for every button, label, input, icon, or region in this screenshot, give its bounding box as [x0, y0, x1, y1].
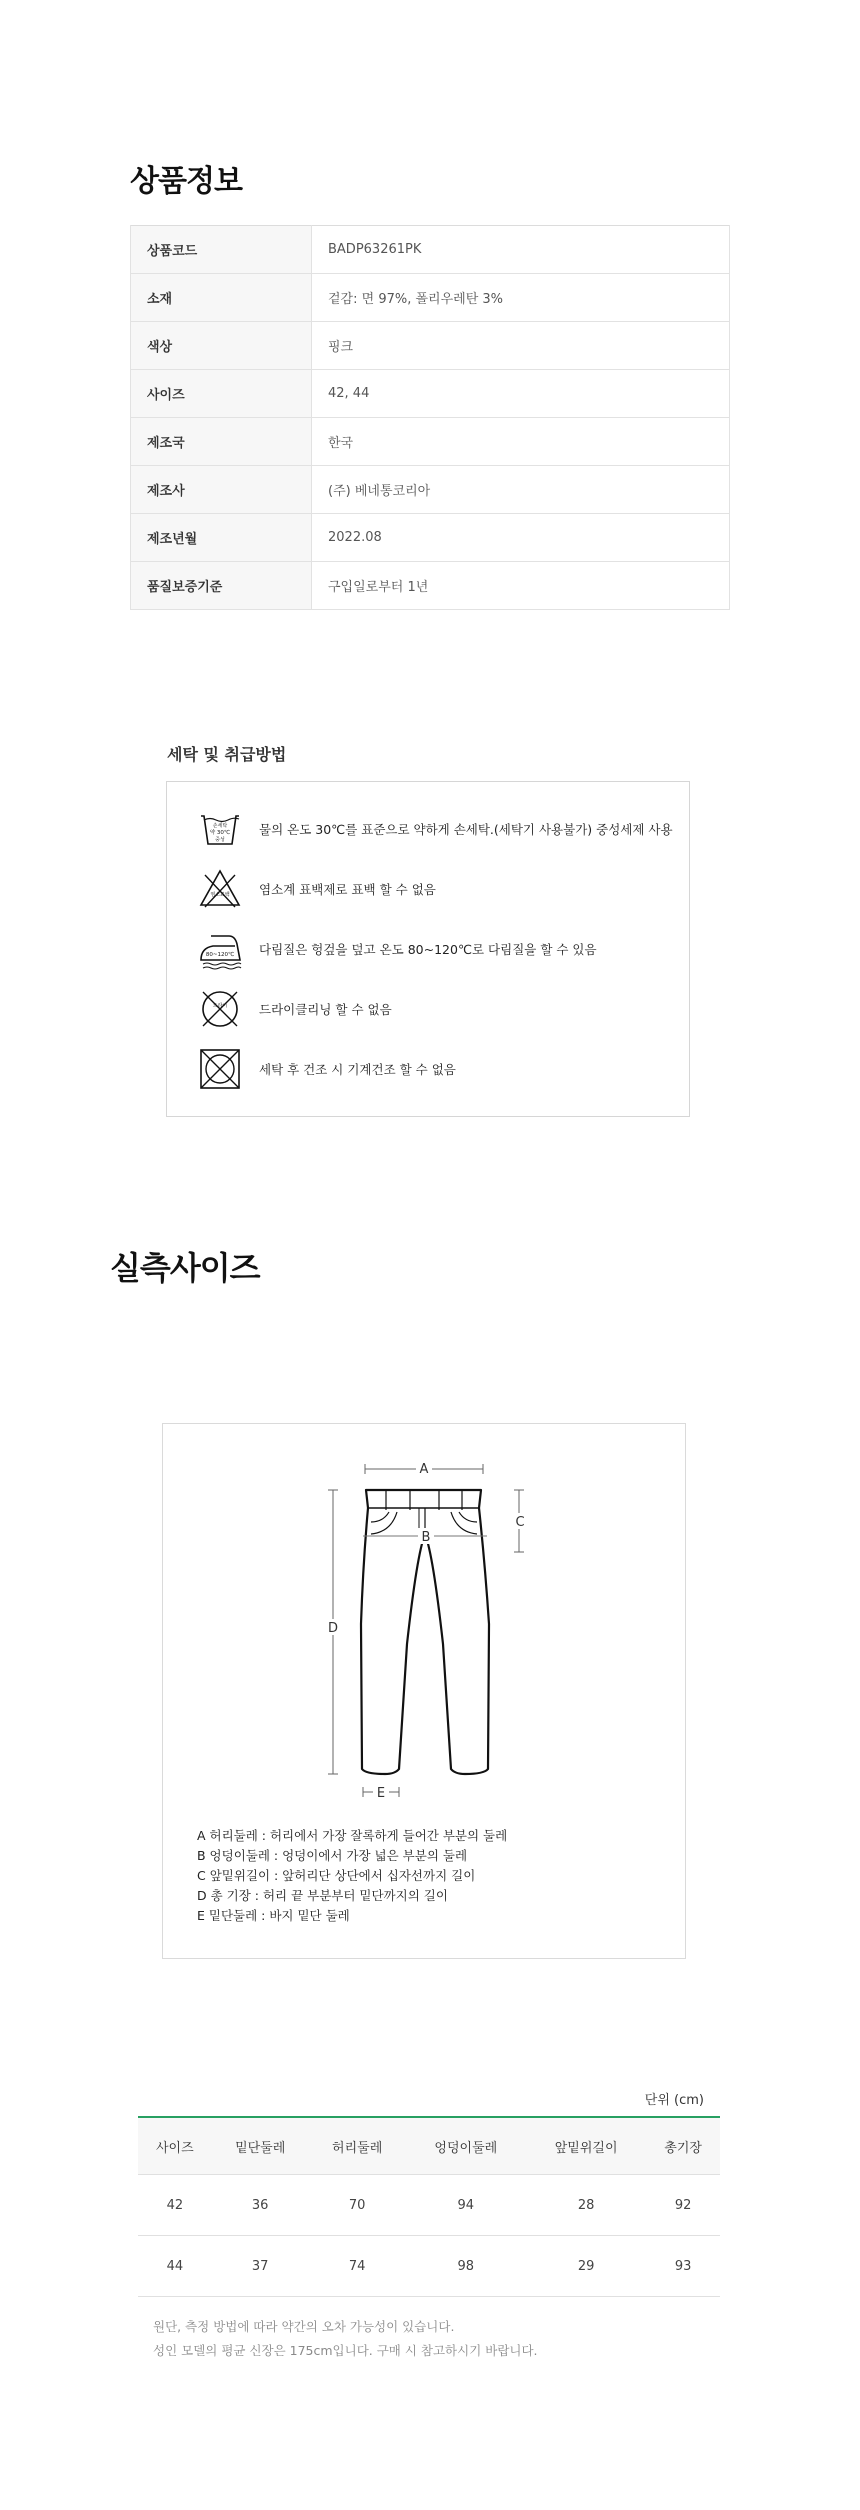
table-cell: 37 — [212, 2236, 309, 2297]
info-row — [131, 274, 730, 322]
diagram-label-d: D — [327, 1621, 339, 1636]
measure-legend — [197, 1826, 507, 1926]
info-value: 한국 — [312, 418, 730, 466]
info-value: 42, 44 — [312, 370, 730, 418]
info-key: 상품코드 — [131, 226, 312, 274]
hand-wash-icon-detergent: 중성 — [215, 837, 225, 843]
table-cell: 98 — [406, 2236, 526, 2297]
size-table-header: 사이즈 — [138, 2117, 212, 2175]
legend-item: D 총 기장 : 허리 끝 부분부터 밑단까지의 길이 — [197, 1888, 448, 1903]
no-tumble-dry-icon — [197, 1046, 243, 1092]
care-item-iron — [197, 926, 597, 972]
size-table-header: 허리둘레 — [309, 2117, 406, 2175]
info-key: 품질보증기준 — [131, 562, 312, 610]
size-table-header: 밑단둘레 — [212, 2117, 309, 2175]
care-item-no-tumble-dry — [197, 1046, 456, 1092]
info-key: 제조년월 — [131, 514, 312, 562]
care-item-text: 드라이클리닝 할 수 없음 — [259, 1002, 392, 1017]
table-row — [138, 2175, 720, 2236]
info-key: 제조사 — [131, 466, 312, 514]
info-value: 2022.08 — [312, 514, 730, 562]
measure-note: 성인 모델의 평균 신장은 175cm입니다. 구매 시 참고하시기 바랍니다. — [153, 2343, 538, 2358]
legend-item: C 앞밑위길이 : 앞허리단 상단에서 십자선까지 길이 — [197, 1868, 476, 1883]
hand-wash-icon-temp: 약 30℃ — [209, 830, 231, 836]
info-row — [131, 466, 730, 514]
table-row — [138, 2236, 720, 2297]
size-table-header: 엉덩이둘레 — [406, 2117, 526, 2175]
info-row — [131, 322, 730, 370]
info-value: 겉감: 면 97%, 폴리우레탄 3% — [312, 274, 730, 322]
care-instructions-box — [166, 781, 690, 1117]
diagram-label-e: E — [376, 1786, 386, 1801]
table-cell: 94 — [406, 2175, 526, 2236]
measure-size-title: 실측사이즈 — [110, 1249, 260, 1287]
info-row — [131, 226, 730, 274]
size-table-header: 총기장 — [646, 2117, 720, 2175]
care-title: 세탁 및 취급방법 — [167, 745, 287, 764]
table-cell: 93 — [646, 2236, 720, 2297]
size-table-header-row — [138, 2117, 720, 2175]
care-item-no-dry-clean — [197, 986, 392, 1032]
care-item-text: 염소계 표백제로 표백 할 수 없음 — [259, 882, 436, 897]
table-cell: 70 — [309, 2175, 406, 2236]
legend-item: E 밑단둘레 : 바지 밑단 둘레 — [197, 1908, 350, 1923]
pants-diagram-icon — [163, 1424, 685, 1824]
table-cell: 36 — [212, 2175, 309, 2236]
care-item-text: 세탁 후 건조 시 기계건조 할 수 없음 — [259, 1062, 456, 1077]
info-row — [131, 418, 730, 466]
info-row — [131, 562, 730, 610]
info-key: 사이즈 — [131, 370, 312, 418]
measure-note: 원단, 측정 방법에 따라 약간의 오차 가능성이 있습니다. — [153, 2319, 455, 2334]
unit-label: 단위 (cm) — [644, 2093, 704, 2108]
diagram-label-c: C — [515, 1515, 525, 1530]
size-table-header: 앞밑위길이 — [526, 2117, 646, 2175]
no-dry-clean-icon — [197, 986, 243, 1032]
info-value: 핑크 — [312, 322, 730, 370]
table-cell: 92 — [646, 2175, 720, 2236]
care-item-text: 물의 온도 30℃를 표준으로 약하게 손세탁.(세탁기 사용불가) 중성세제 사용 — [259, 822, 673, 837]
table-cell: 74 — [309, 2236, 406, 2297]
product-info-table — [130, 225, 730, 610]
info-key: 소재 — [131, 274, 312, 322]
table-cell: 42 — [138, 2175, 212, 2236]
info-row — [131, 514, 730, 562]
product-info-title: 상품정보 — [130, 164, 242, 199]
size-table — [138, 2116, 720, 2297]
iron-icon-label: 80~120℃ — [205, 952, 235, 958]
hand-wash-icon-label: 손세탁 — [212, 823, 228, 829]
info-value: (주) 베네통코리아 — [312, 466, 730, 514]
info-value: 구입일로부터 1년 — [312, 562, 730, 610]
hand-wash-30-icon — [197, 806, 243, 852]
care-item-no-bleach — [197, 866, 436, 912]
no-bleach-icon-label: 염소표백 — [210, 892, 230, 898]
table-cell: 29 — [526, 2236, 646, 2297]
care-item-hand-wash — [197, 806, 673, 852]
legend-item: A 허리둘레 : 허리에서 가장 잘록하게 들어간 부분의 둘레 — [197, 1828, 508, 1843]
info-key: 색상 — [131, 322, 312, 370]
info-key: 제조국 — [131, 418, 312, 466]
care-item-text: 다림질은 헝겊을 덮고 온도 80~120℃로 다림질을 할 수 있음 — [259, 942, 597, 957]
table-cell: 28 — [526, 2175, 646, 2236]
legend-item: B 엉덩이둘레 : 엉덩이에서 가장 넓은 부분의 둘레 — [197, 1848, 468, 1863]
no-dry-clean-icon-label: 드라이 — [212, 1003, 228, 1009]
no-bleach-icon — [197, 866, 243, 912]
table-cell: 44 — [138, 2236, 212, 2297]
size-diagram-box — [162, 1423, 686, 1959]
diagram-label-b: B — [421, 1530, 431, 1545]
info-row — [131, 370, 730, 418]
info-value: BADP63261PK — [312, 226, 730, 274]
iron-80-120-icon — [197, 926, 243, 972]
diagram-label-a: A — [419, 1462, 429, 1477]
